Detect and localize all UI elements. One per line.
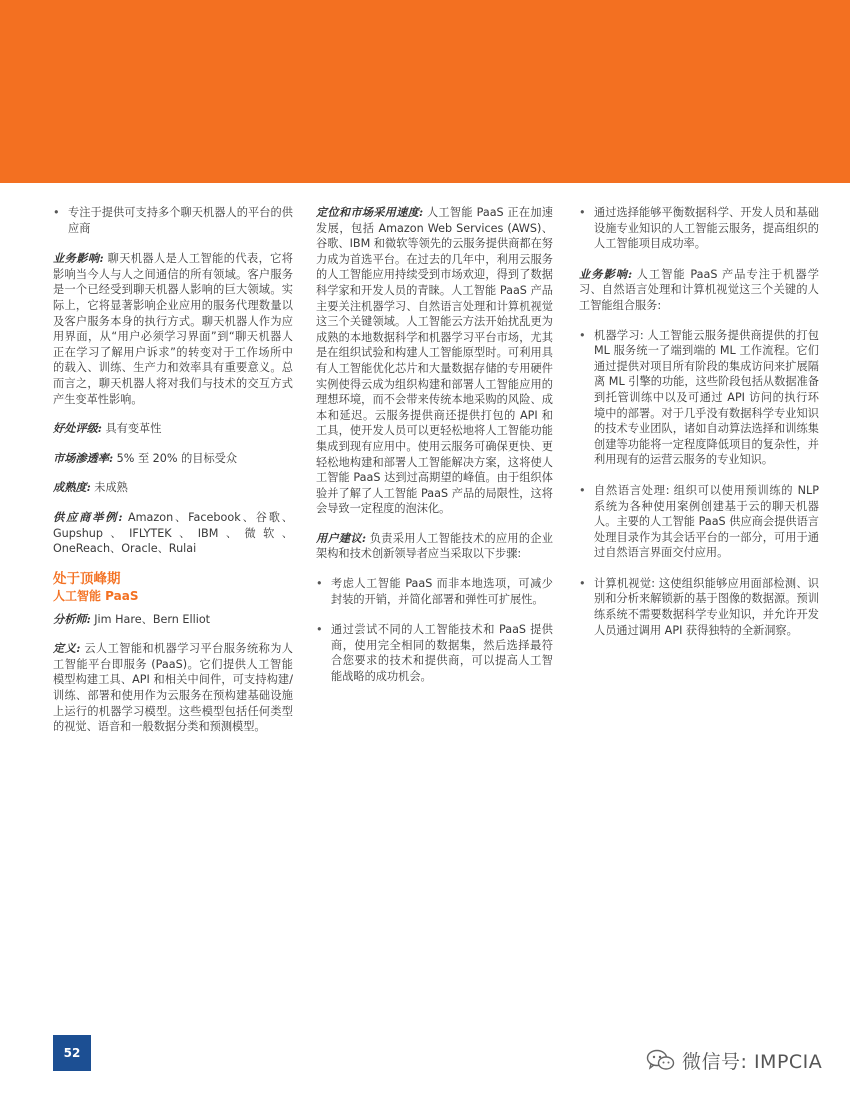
column-left bbox=[53, 205, 293, 749]
wechat-icon bbox=[646, 1048, 676, 1072]
header-banner bbox=[0, 0, 850, 183]
business-impact: 业务影响: 聊天机器人是人工智能的代表，它将影响当今人与人之间通信的所有领域。客户服务是一个已经受到聊天机器人影响的巨大领域。实际上，它将显著影响企业应用的服务代理数量以及客户服务本身的执行方式。聊天机器人作为应用界面，从“用户必须学习界面”到“聊天机器人正在学习了解用户诉求”的转变对于工作场所中的载入、训练、生产力和效率具有重要意义。总而言之，聊天机器人将对我们与技术的交互方式产生变革性影响。 bbox=[53, 251, 293, 406]
position-adoption: 定位和市场采用速度: 人工智能 PaaS 正在加速发展，包括 Amazon Web Services (AWS)、谷歌、IBM 和微软等领先的云服务提供商都在努力成为首选平台。在过去的几年中，利用云服务的人工智能应用持续受到市场欢迎，得到了数据科学家和开发人员的青睐。人工智能 PaaS 产品主要关注机器学习、自然语言处理和计算机视觉这三个关键领域。人工智能云方法开始扰乱更为成熟的本地数据科学和机器学习平台市场，尤其是在组织试验和构建人工智能原型时。可利用具有人工智能优化芯片和大量数据存储的专用硬件实例使得云成为组织构建和部署人工智能应用的理想环境，而不会带来传统本地采购的风险、成本和延迟。云服务提供商还提供打包的 API 和工具，使开发人员可以更轻松地将人工智能功能集成到现有应用中。使用云服务可确保更快、更轻松地构建和部署人工智能解决方案，这将使人工智能 PaaS 达到过高期望的峰值。由于组织体验并了解了人工智能 PaaS 产品的局限性，这将会导致一定程度的泡沫化。 bbox=[316, 205, 553, 516]
watermark-text: 微信号: IMPCIA bbox=[682, 1050, 823, 1073]
list-item: • 机器学习: 人工智能云服务提供商提供的打包 ML 服务统一了端到端的 ML 工作流程。它们通过提供对项目所有阶段的集成访问来扩展隔离 ML 引擎的功能，这些阶段包括从数据准备到托管训练中以及可通过 API 访问的执行环境中的部署。对于几乎没有数据科学专业知识的技术专业团队，诸如自动算法选择和训练集创建等功能将一定程度降低项目的复杂性，并利用现有的运营云服务的专业知识。 bbox=[579, 328, 819, 468]
user-advice: 用户建议: 负责采用人工智能技术的应用的企业架构和技术创新领导者应当采取以下步骤: bbox=[316, 530, 553, 561]
watermark bbox=[646, 1046, 822, 1074]
business-impact: 业务影响: 人工智能 PaaS 产品专注于机器学习、自然语言处理和计算机视觉这三个关键的人工智能组合服务: bbox=[579, 266, 819, 312]
list-item: • 通过选择能够平衡数据科学、开发人员和基础设施专业知识的人工智能云服务，提高组织的人工智能项目成功率。 bbox=[579, 205, 819, 252]
column-middle bbox=[316, 205, 553, 700]
list-item: • 自然语言处理: 组织可以使用预训练的 NLP 系统为各种使用案例创建基于云的聊天机器人。主要的人工智能 PaaS 供应商会提供语言处理目录作为其会话平台的一部分，可用于通过自然语言界面交付应用。 bbox=[579, 483, 819, 561]
page-number: 52 bbox=[53, 1035, 91, 1071]
sample-vendors: 供应商举例: Amazon、Facebook、谷歌、Gupshup、IFLYTEK、IBM、微软、OneReach、Oracle、Rulai bbox=[53, 509, 293, 556]
column-right bbox=[579, 205, 819, 653]
section-title: 处于顶峰期 bbox=[53, 570, 121, 587]
list-item: • 通过尝试不同的人工智能技术和 PaaS 提供商，使用完全相同的数据集，然后选择最符合您要求的技术和提供商，可以提高人工智能战略的成功机会。 bbox=[316, 622, 553, 684]
analysts: 分析师: Jim Hare、Bern Elliot bbox=[53, 611, 211, 626]
benefit-rating: 好处评级: 具有变革性 bbox=[53, 421, 162, 436]
maturity: 成熟度: 未成熟 bbox=[53, 480, 128, 495]
list-item: • 计算机视觉: 这使组织能够应用面部检测、识别和分析来解锁新的基于图像的数据源。预训练系统不需要数据科学专业知识，并允许开发人员通过调用 API 获得独特的全新洞察。 bbox=[579, 576, 819, 638]
section-subtitle: 人工智能 PaaS bbox=[53, 588, 139, 603]
market-penetration: 市场渗透率: 5% 至 20% 的目标受众 bbox=[53, 450, 238, 465]
list-item: • 专注于提供可支持多个聊天机器人的平台的供应商 bbox=[53, 205, 293, 236]
definition: 定义: 云人工智能和机器学习平台服务统称为人工智能平台即服务 (PaaS)。它们提供人工智能模型构建工具、API 和相关中间件，可支持构建/训练、部署和使用作为云服务在预构建基础设施上运行的机器学习模型。这些模型包括任何类型的视觉、语音和一般数据分类和预测模型。 bbox=[53, 641, 293, 734]
list-item: • 考虑人工智能 PaaS 而非本地选项，可减少封装的开销，并简化部署和弹性可扩展性。 bbox=[316, 576, 553, 607]
